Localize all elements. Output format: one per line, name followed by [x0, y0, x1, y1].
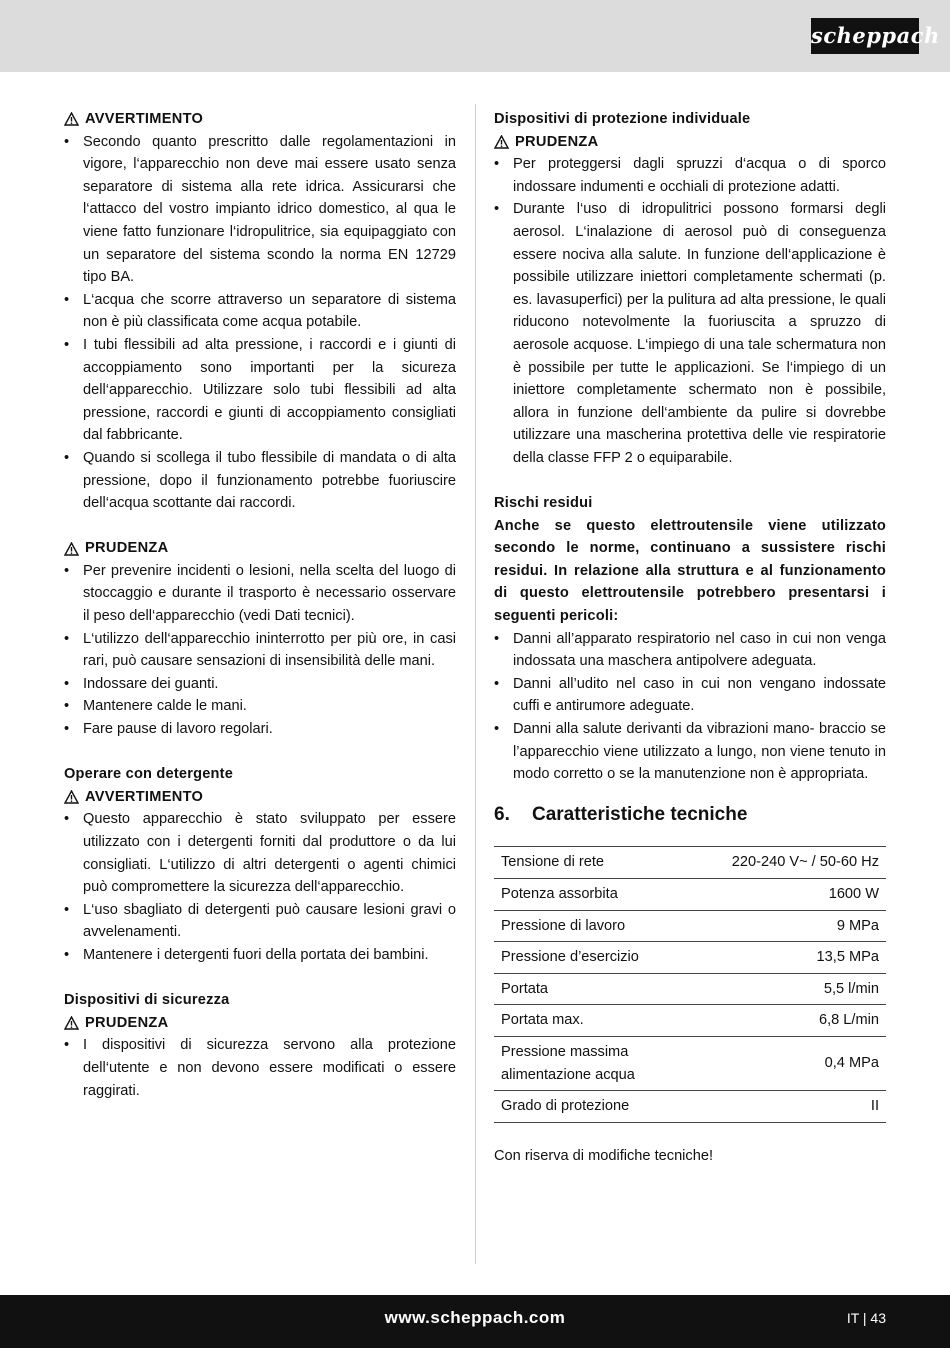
- warning-triangle-icon: [494, 135, 509, 149]
- list-item: • I tubi flessibili ad alta pressione, i raccordi e i giunti di accoppiamento sono importanti per la sicureza dell‘apparecchio. Utilizzare solo tubi flessibili ad alta pressione, raccordi e giunti di accoppiamento consigliati dal fabbricante.: [64, 334, 456, 447]
- spec-label: Pressione d’esercizio: [494, 942, 698, 974]
- list-item: • Danni all’udito nel caso in cui non vengano indossate cuffi e antirumore adeguate.: [494, 673, 886, 718]
- section-heading: Dispositivi di sicurezza: [64, 992, 230, 1009]
- spec-label: Portata: [494, 973, 698, 1005]
- section-heading: Operare con detergente: [64, 766, 234, 783]
- warning-triangle-icon: [64, 112, 79, 126]
- table-row: [494, 847, 886, 879]
- left-column: [64, 108, 456, 1102]
- spec-label: Potenza assorbita: [494, 879, 698, 911]
- footer-url[interactable]: www.scheppach.com: [384, 1308, 566, 1327]
- right-column: [494, 108, 886, 1182]
- list-item: • Questo apparecchio è stato sviluppato per essere utilizzato con i detergenti forniti dal produttore o da lui consigliati. L‘utilizzo di altri detergenti o agenti chimici può compromettere la sicurezza dell‘apparecchio.: [64, 808, 456, 898]
- list-item: • I dispositivi di sicurezza servono alla protezione dell‘utente e non devono essere modificati o essere raggirati.: [64, 1034, 456, 1102]
- caution-label: [64, 1012, 456, 1035]
- caution-label: [64, 537, 456, 560]
- table-row: [494, 1005, 886, 1037]
- caution-list: [64, 560, 456, 741]
- footer-bar: [0, 1295, 950, 1348]
- caution-label-text: PRUDENZA: [515, 133, 599, 150]
- spec-label: Pressione massima alimentazione acqua: [494, 1036, 698, 1090]
- ppe-list: [494, 153, 886, 469]
- caution-label-text: PRUDENZA: [85, 1014, 169, 1031]
- spec-value: 9 MPa: [698, 910, 886, 942]
- spec-label: Tensione di rete: [494, 847, 698, 879]
- table-row: [494, 879, 886, 911]
- table-row: [494, 942, 886, 974]
- safety-list: [64, 1034, 456, 1102]
- section-heading: Rischi residui: [494, 495, 593, 512]
- residual-list: [494, 628, 886, 786]
- brand-logo: scheppach: [811, 18, 919, 54]
- header-bar: [0, 0, 950, 72]
- warning-label-text: AVVERTIMENTO: [85, 788, 204, 805]
- spec-value: 220-240 V~ / 50-60 Hz: [698, 847, 886, 879]
- spec-value: 5,5 l/min: [698, 973, 886, 1005]
- spec-value: II: [698, 1091, 886, 1123]
- list-item: • Indossare dei guanti.: [64, 673, 456, 696]
- list-item: • Durante l‘uso di idropulitrici possono formarsi degli aerosol. L‘inalazione di aerosol può di conseguenza essere nociva alla salute. In funzione dell‘applicazione è possibile utilizzare iniettori completamente schermati (p. es. lavasuperfici) per la pulitura ad alta pressione, le quali riducono notevolmente la fuoriuscita a spruzzo di aerosole acquose. L‘impiego di una tale schermatura non è possibile per tutte le applicazioni. Se l‘impiego di un iniettore completamente schermato non è possibile, allora in funzione dell‘ambiente da pulire si dovrebbe utilizzare una mascherina protettiva delle vie respiratorie della classe FFP 2 o equiparabile.: [494, 198, 886, 469]
- list-item: • Per prevenire incidenti o lesioni, nella scelta del luogo di stoccaggio e durante il trasporto è necessario osservare il peso dell‘apparecchio (vedi Dati tecnici).: [64, 560, 456, 628]
- table-row: [494, 1036, 886, 1090]
- spec-label: Portata max.: [494, 1005, 698, 1037]
- spec-value: 1600 W: [698, 879, 886, 911]
- list-item: • L‘uso sbagliato di detergenti può causare lesioni gravi o avvelenamenti.: [64, 899, 456, 944]
- list-item: • Danni all’apparato respiratorio nel caso in cui non venga indossata una maschera antipolvere adeguata.: [494, 628, 886, 673]
- warning-triangle-icon: [64, 542, 79, 556]
- warning-triangle-icon: [64, 790, 79, 804]
- list-item: • Secondo quanto prescritto dalle regolamentazioni in vigore, l‘apparecchio non deve mai essere usato senza separatore di sistema alla rete idrica. Assicurarsi che l‘attacco del vostro impianto idrico domestico, al qua le viene fatto funzionare l‘idropulitrice, sia equipaggiato con un separatore del sistema scondo la norma EN 12729 tipo BA.: [64, 131, 456, 289]
- warning-list: [64, 131, 456, 515]
- spec-value: 6,8 L/min: [698, 1005, 886, 1037]
- spec-value: 13,5 MPa: [698, 942, 886, 974]
- section-heading: Dispositivi di protezione individuale: [494, 111, 751, 127]
- detergent-list: [64, 808, 456, 966]
- list-item: • Fare pause di lavoro regolari.: [64, 718, 456, 741]
- page-number: IT | 43: [846, 1310, 886, 1326]
- spec-label: Grado di protezione: [494, 1091, 698, 1123]
- warning-label-text: AVVERTIMENTO: [85, 111, 204, 127]
- column-divider: [475, 104, 476, 1264]
- spec-note: Con riserva di modifiche tecniche!: [494, 1147, 714, 1164]
- caution-label-text: PRUDENZA: [85, 540, 169, 557]
- list-item: • L‘acqua che scorre attraverso un separatore di sistema non è più classificata come acqua potabile.: [64, 289, 456, 334]
- table-row: [494, 1091, 886, 1123]
- spec-table: [494, 846, 886, 1122]
- list-item: • Mantenere calde le mani.: [64, 695, 456, 718]
- residual-intro: Anche se questo elettroutensile viene utilizzato secondo le norme, continuano a sussistere rischi residui. In relazione alla struttura e al funzionamento di questo elettroutensile potrebbero presentarsi i seguenti pericoli:: [494, 517, 886, 625]
- spec-value: 0,4 MPa: [698, 1036, 886, 1090]
- table-row: [494, 973, 886, 1005]
- list-item: • Mantenere i detergenti fuori della portata dei bambini.: [64, 944, 456, 967]
- warning-label: [64, 108, 456, 131]
- caution-label: [494, 131, 886, 154]
- warning-triangle-icon: [64, 1016, 79, 1030]
- section-title-text: Caratteristiche tecniche: [532, 803, 748, 825]
- spec-label: Pressione di lavoro: [494, 910, 698, 942]
- table-row: [494, 910, 886, 942]
- section-title: [494, 804, 886, 827]
- list-item: • Per proteggersi dagli spruzzi d‘acqua o di sporco indossare indumenti e occhiali di protezione adatti.: [494, 153, 886, 198]
- list-item: • Quando si scollega il tubo flessibile di mandata o di alta pressione, dopo il funzionamento potrebbe fuoriuscire dell‘acqua scottante dai raccordi.: [64, 447, 456, 515]
- list-item: • L‘utilizzo dell‘apparecchio ininterrotto per più ore, in casi rari, può causare sensazioni di insensibilità delle mani.: [64, 628, 456, 673]
- section-number: 6.: [494, 803, 510, 825]
- list-item: • Danni alla salute derivanti da vibrazioni mano- braccio se l’apparecchio viene utilizzato a lungo, non viene tenuto in modo corretto o se la manutenzione non è appropriata.: [494, 718, 886, 786]
- warning-label: [64, 786, 456, 809]
